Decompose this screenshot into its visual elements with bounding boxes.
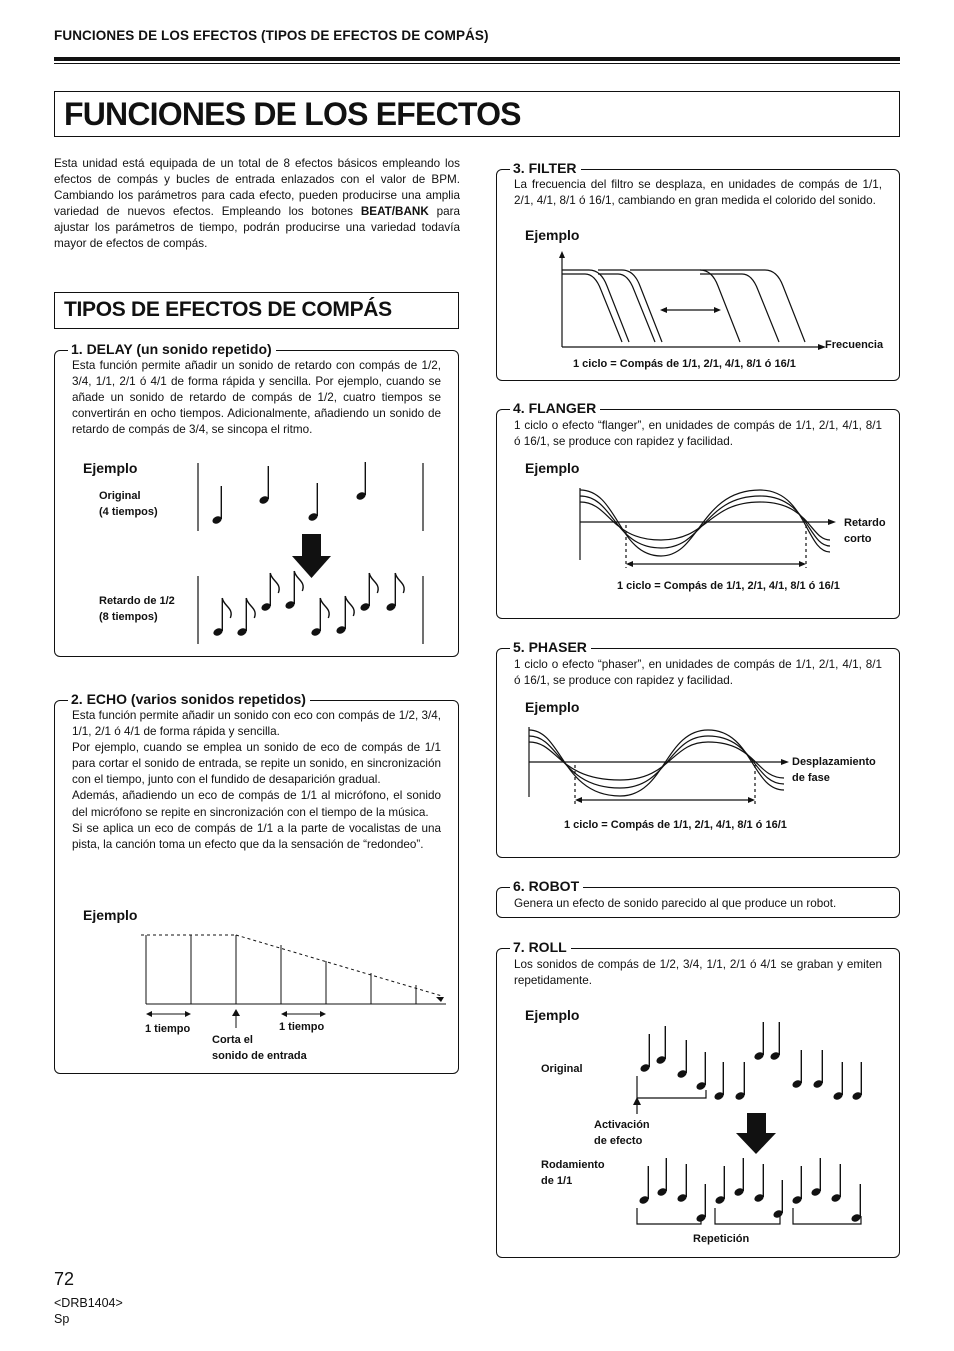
roll-example-label: Ejemplo: [525, 1007, 580, 1023]
quarter-note-icon: [639, 1034, 651, 1073]
quarter-note-icon: [791, 1166, 803, 1205]
roll-repetition-label: Repetición: [693, 1233, 750, 1245]
echo-example-label: Ejemplo: [83, 907, 138, 923]
echo-text-line: Por ejemplo, cuando se emplea un sonido de eco de compás de 1/1 para cortar el sonido de entrada, se repite un sonido, en sincronización con el tiempo, junto con el fundido de desaparición gradual.: [72, 741, 441, 787]
delay-retard-line1: Retardo de 1/2: [99, 595, 175, 607]
flanger-label-line1: Retardo: [844, 517, 886, 529]
down-arrow-icon: [736, 1113, 776, 1154]
quarter-note-icon: [772, 1180, 784, 1219]
roll-title: 7. ROLL: [510, 939, 571, 955]
quarter-note-icon: [832, 1062, 844, 1101]
quarter-note-icon: [733, 1158, 745, 1197]
phaser-text: 1 ciclo o efecto “phaser”, en unidades de compás de 1/1, 2/1, 4/1, 8/1 ó 16/1, se produce con rapidez y facilidad.: [514, 658, 882, 688]
roll-text: Los sonidos de compás de 1/2, 3/4, 1/1, 2/1 ó 4/1 se graban y emiten repetidamente.: [514, 958, 882, 988]
doc-code-text: <DRB1404>: [54, 1296, 123, 1310]
filter-text: La frecuencia del filtro se desplaza, en unidades de compás de 1/1, 2/1, 4/1, 8/1 ó 16/1, cambiando en gran medida el colorido del sonido.: [514, 178, 882, 208]
delay-example-label: Ejemplo: [83, 460, 138, 476]
delay-retard-line2: (8 tiempos): [99, 611, 158, 623]
echo-text-line: Si se aplica un eco de compás de 1/1 a la parte de vocalistas de una pista, la canción toma un efecto que da la sensación de “redondeo”.: [72, 821, 441, 851]
delay-title: 1. DELAY (un sonido repetido): [68, 341, 276, 357]
filter-example-label: Ejemplo: [525, 227, 580, 243]
echo-beat-label-b: 1 tiempo: [279, 1021, 325, 1033]
echo-title: 2. ECHO (varios sonidos repetidos): [68, 691, 310, 707]
doc-code: [54, 1295, 123, 1327]
intro-text-a: Esta unidad está equipada de un total de 8 efectos básicos empleando los efectos de compás y bucles de entrada enlazados con el valor de BPM. Cambiando los parámetros para cada efecto, pueden producirse una amplia variedad de nuevos efectos. Empleando los botones: [54, 157, 460, 219]
page-number: 72: [54, 1269, 75, 1289]
roll-rolling-line1: Rodamiento: [541, 1159, 605, 1171]
flanger-title: 4. FLANGER: [510, 400, 600, 416]
quarter-note-icon: [695, 1052, 707, 1091]
filter-cycle-label: 1 ciclo = Compás de 1/1, 2/1, 4/1, 8/1 ó 16/1: [573, 358, 796, 370]
flanger-example-label: Ejemplo: [525, 460, 580, 476]
flanger-text: 1 ciclo o efecto “flanger”, en unidades de compás de 1/1, 2/1, 4/1, 8/1 ó 16/1, se produce con rapidez y facilidad.: [514, 419, 882, 449]
robot-title: 6. ROBOT: [510, 878, 583, 894]
quarter-note-icon: [656, 1158, 668, 1197]
filter-title: 3. FILTER: [510, 160, 581, 176]
quarter-note-icon: [851, 1062, 863, 1101]
quarter-note-icon: [734, 1062, 746, 1101]
roll-activation-line1: Activación: [594, 1119, 650, 1131]
running-header: FUNCIONES DE LOS EFECTOS (TIPOS DE EFECTOS DE COMPÁS): [54, 28, 489, 43]
roll-activation-line2: de efecto: [594, 1135, 643, 1147]
intro-bold: BEAT/BANK: [360, 205, 429, 219]
echo-text-line: Además, añadiendo un eco de compás de 1/1 al micrófono, el sonido del micrófono se repite en sincronización con el tiempo de la música.: [72, 789, 441, 819]
flanger-label-line2: corto: [844, 533, 872, 545]
quarter-note-icon: [769, 1022, 781, 1061]
quarter-note-icon: [791, 1050, 803, 1089]
quarter-note-icon: [753, 1022, 765, 1061]
roll-rolling-line2: de 1/1: [541, 1175, 573, 1187]
main-title: FUNCIONES DE LOS EFECTOS: [64, 96, 521, 132]
intro-text-b: para ajustar los parámetros de tiempo, podrán producirse una variedad todavía mayor de efectos de compás.: [54, 205, 461, 251]
phaser-example-label: Ejemplo: [525, 699, 580, 715]
doc-lang: Sp: [54, 1312, 70, 1326]
quarter-note-icon: [714, 1166, 726, 1205]
quarter-note-icon: [753, 1164, 765, 1203]
delay-text: Esta función permite añadir un sonido de retardo con compás de 1/2, 3/4, 1/1, 2/1 ó 4/1 de forma rápida y sencilla. Por ejemplo, cuando se añade un sonido de retardo de compás de 1/2, cuatro tiempos se convertirán en ocho tiempos. Adicionalmente, añadiendo un sonido de retardo de compás de 3/4, se sincopa el ritmo.: [72, 359, 441, 437]
flanger-cycle-label: 1 ciclo = Compás de 1/1, 2/1, 4/1, 8/1 ó 16/1: [617, 580, 840, 592]
robot-text: Genera un efecto de sonido parecido al que produce un robot.: [514, 897, 837, 910]
phaser-cycle-label: 1 ciclo = Compás de 1/1, 2/1, 4/1, 8/1 ó 16/1: [564, 819, 787, 831]
echo-cut-line2: sonido de entrada: [212, 1050, 307, 1062]
quarter-note-icon: [850, 1184, 862, 1223]
phaser-label-line2: de fase: [792, 772, 830, 784]
quarter-note-icon: [676, 1164, 688, 1203]
roll-original-label: Original: [541, 1063, 583, 1075]
quarter-note-icon: [713, 1062, 725, 1101]
echo-text-line: Esta función permite añadir un sonido con eco con compás de 1/2, 3/4, 1/1, 2/1 ó 4/1 de forma rápida y sencilla.: [72, 709, 441, 739]
delay-original-line2: (4 tiempos): [99, 506, 158, 518]
quarter-note-icon: [810, 1158, 822, 1197]
quarter-note-icon: [676, 1040, 688, 1079]
quarter-note-icon: [830, 1164, 842, 1203]
quarter-note-icon: [812, 1050, 824, 1089]
phaser-title: 5. PHASER: [510, 639, 591, 655]
echo-cut-line1: Corta el: [212, 1034, 253, 1046]
phaser-label-line1: Desplazamiento: [792, 756, 876, 768]
delay-original-line1: Original: [99, 490, 141, 502]
section-title: TIPOS DE EFECTOS DE COMPÁS: [64, 298, 392, 321]
quarter-note-icon: [638, 1166, 650, 1205]
quarter-note-icon: [655, 1026, 667, 1065]
echo-beat-label-a: 1 tiempo: [145, 1023, 191, 1035]
filter-freq-label: Frecuencia: [825, 339, 884, 351]
